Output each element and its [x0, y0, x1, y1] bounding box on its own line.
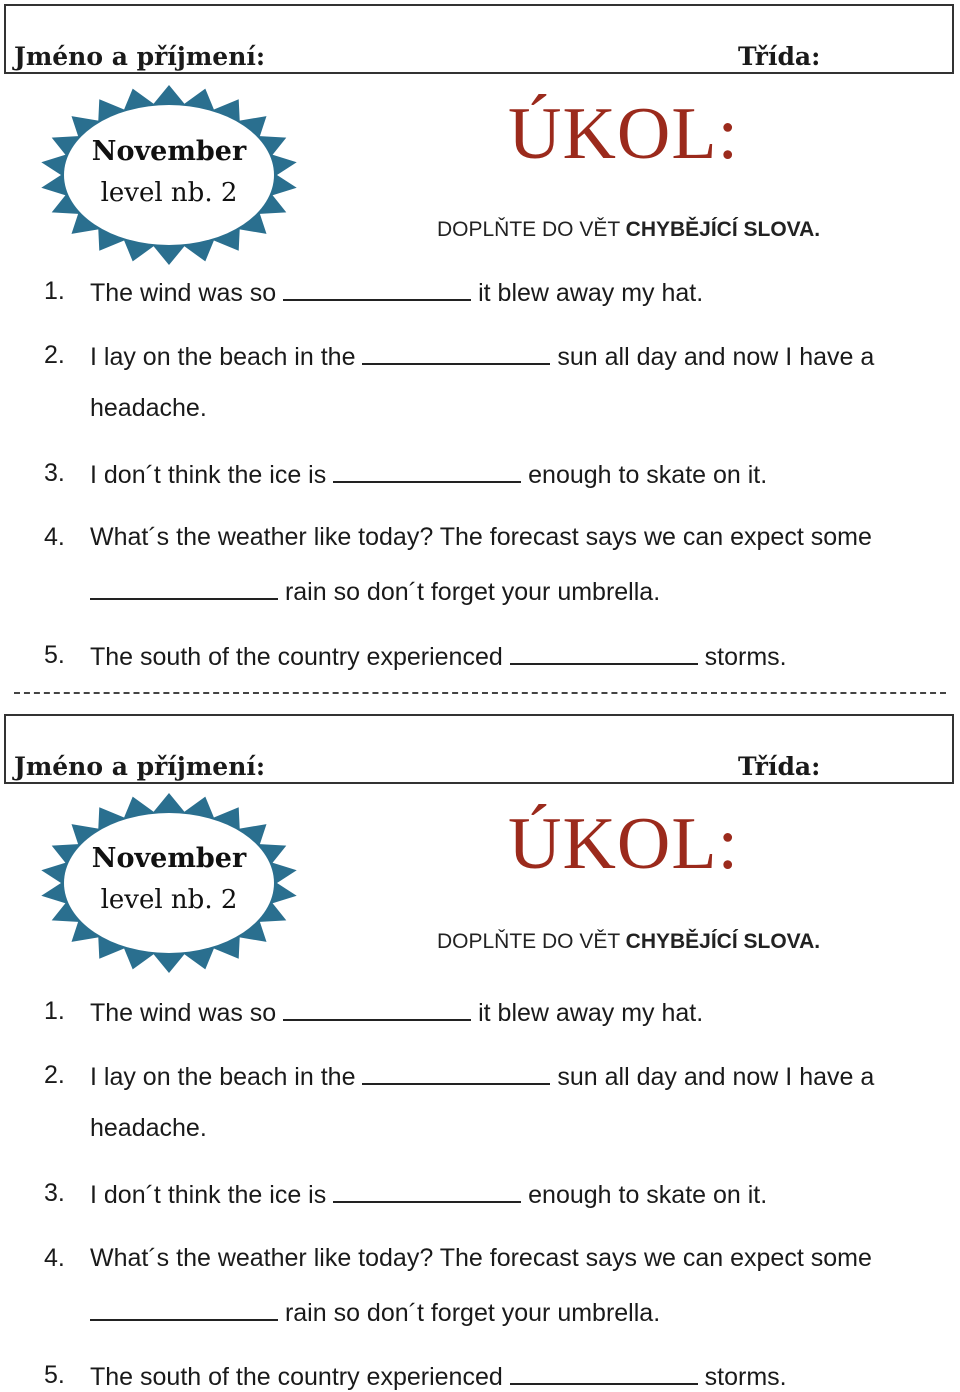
item-text-before: I lay on the beach in the: [90, 343, 356, 371]
item-number: 4.: [44, 523, 65, 551]
badge-month: November: [91, 136, 247, 167]
answer-blank[interactable]: [362, 341, 550, 365]
answer-blank[interactable]: [283, 277, 471, 301]
list-item: [90, 1061, 874, 1092]
item-number: 1.: [44, 277, 65, 305]
item-number: 5.: [44, 641, 65, 669]
list-item: [90, 459, 767, 490]
instruction-normal: DOPLŇTE DO VĚT: [437, 218, 626, 241]
item-text-before: The south of the country experienced: [90, 643, 503, 671]
list-item: [90, 641, 787, 672]
item-text-after: enough to skate on it.: [528, 1181, 768, 1209]
item-text-after: sun all day and now I have a: [557, 1063, 875, 1091]
task-title: ÚKOL:: [508, 93, 740, 175]
list-item: [90, 1179, 767, 1210]
item-number: 2.: [44, 1061, 65, 1089]
item-text-before: I don´t think the ice is: [90, 1181, 327, 1209]
header-box: [4, 714, 954, 784]
item-continuation: [90, 576, 660, 607]
name-label: Jméno a příjmení:: [14, 42, 266, 71]
answer-blank[interactable]: [90, 576, 278, 600]
item-text-before: I don´t think the ice is: [90, 461, 327, 489]
answer-blank[interactable]: [90, 1297, 278, 1321]
list-item: [90, 997, 703, 1028]
item-number: 5.: [44, 1361, 65, 1389]
item-text-after: rain so don´t forget your umbrella.: [284, 1299, 661, 1327]
list-item: [90, 1244, 872, 1273]
item-text-after: it blew away my hat.: [478, 999, 704, 1027]
list-item: [90, 523, 872, 552]
item-text-before: The south of the country experienced: [90, 1363, 503, 1391]
item-number: 4.: [44, 1244, 65, 1272]
item-text-after: sun all day and now I have a: [557, 343, 875, 371]
instruction: [437, 930, 820, 954]
item-text-before: What´s the weather like today? The forecast says we can expect some: [90, 523, 872, 551]
list-item: [90, 277, 703, 308]
item-text-before: The wind was so: [90, 999, 277, 1027]
item-number: 1.: [44, 997, 65, 1025]
item-number: 2.: [44, 341, 65, 369]
answer-blank[interactable]: [510, 641, 698, 665]
item-text-before: I lay on the beach in the: [90, 1063, 356, 1091]
item-continuation: headache.: [90, 394, 207, 422]
class-label: Třída:: [738, 752, 821, 781]
item-text-before: The wind was so: [90, 279, 277, 307]
name-label: Jméno a příjmení:: [14, 752, 266, 781]
task-title: ÚKOL:: [508, 803, 740, 885]
badge-starburst: [38, 84, 300, 266]
answer-blank[interactable]: [333, 459, 521, 483]
item-text-after: rain so don´t forget your umbrella.: [284, 578, 661, 606]
badge-level: level nb. 2: [100, 178, 238, 208]
badge-level: level nb. 2: [100, 885, 238, 915]
item-number: 3.: [44, 1179, 65, 1207]
instruction-bold: CHYBĚJÍCÍ SLOVA.: [625, 218, 821, 241]
badge-starburst: [38, 792, 300, 974]
instruction: [437, 218, 820, 242]
item-text-before: What´s the weather like today? The forecast says we can expect some: [90, 1244, 872, 1272]
header-box: [4, 4, 954, 74]
item-text-after: it blew away my hat.: [478, 279, 704, 307]
item-text-after: enough to skate on it.: [528, 461, 768, 489]
list-item: [90, 341, 874, 372]
answer-blank[interactable]: [362, 1061, 550, 1085]
class-label: Třída:: [738, 42, 821, 71]
item-text-after: storms.: [704, 1363, 787, 1391]
badge-month: November: [91, 843, 247, 874]
item-number: 3.: [44, 459, 65, 487]
answer-blank[interactable]: [283, 997, 471, 1021]
item-continuation: [90, 1297, 660, 1328]
item-text-after: storms.: [704, 643, 787, 671]
item-continuation: headache.: [90, 1114, 207, 1142]
cut-line: [14, 692, 946, 694]
answer-blank[interactable]: [510, 1361, 698, 1385]
answer-blank[interactable]: [333, 1179, 521, 1203]
instruction-bold: CHYBĚJÍCÍ SLOVA.: [625, 930, 821, 953]
list-item: [90, 1361, 787, 1392]
instruction-normal: DOPLŇTE DO VĚT: [437, 930, 626, 953]
